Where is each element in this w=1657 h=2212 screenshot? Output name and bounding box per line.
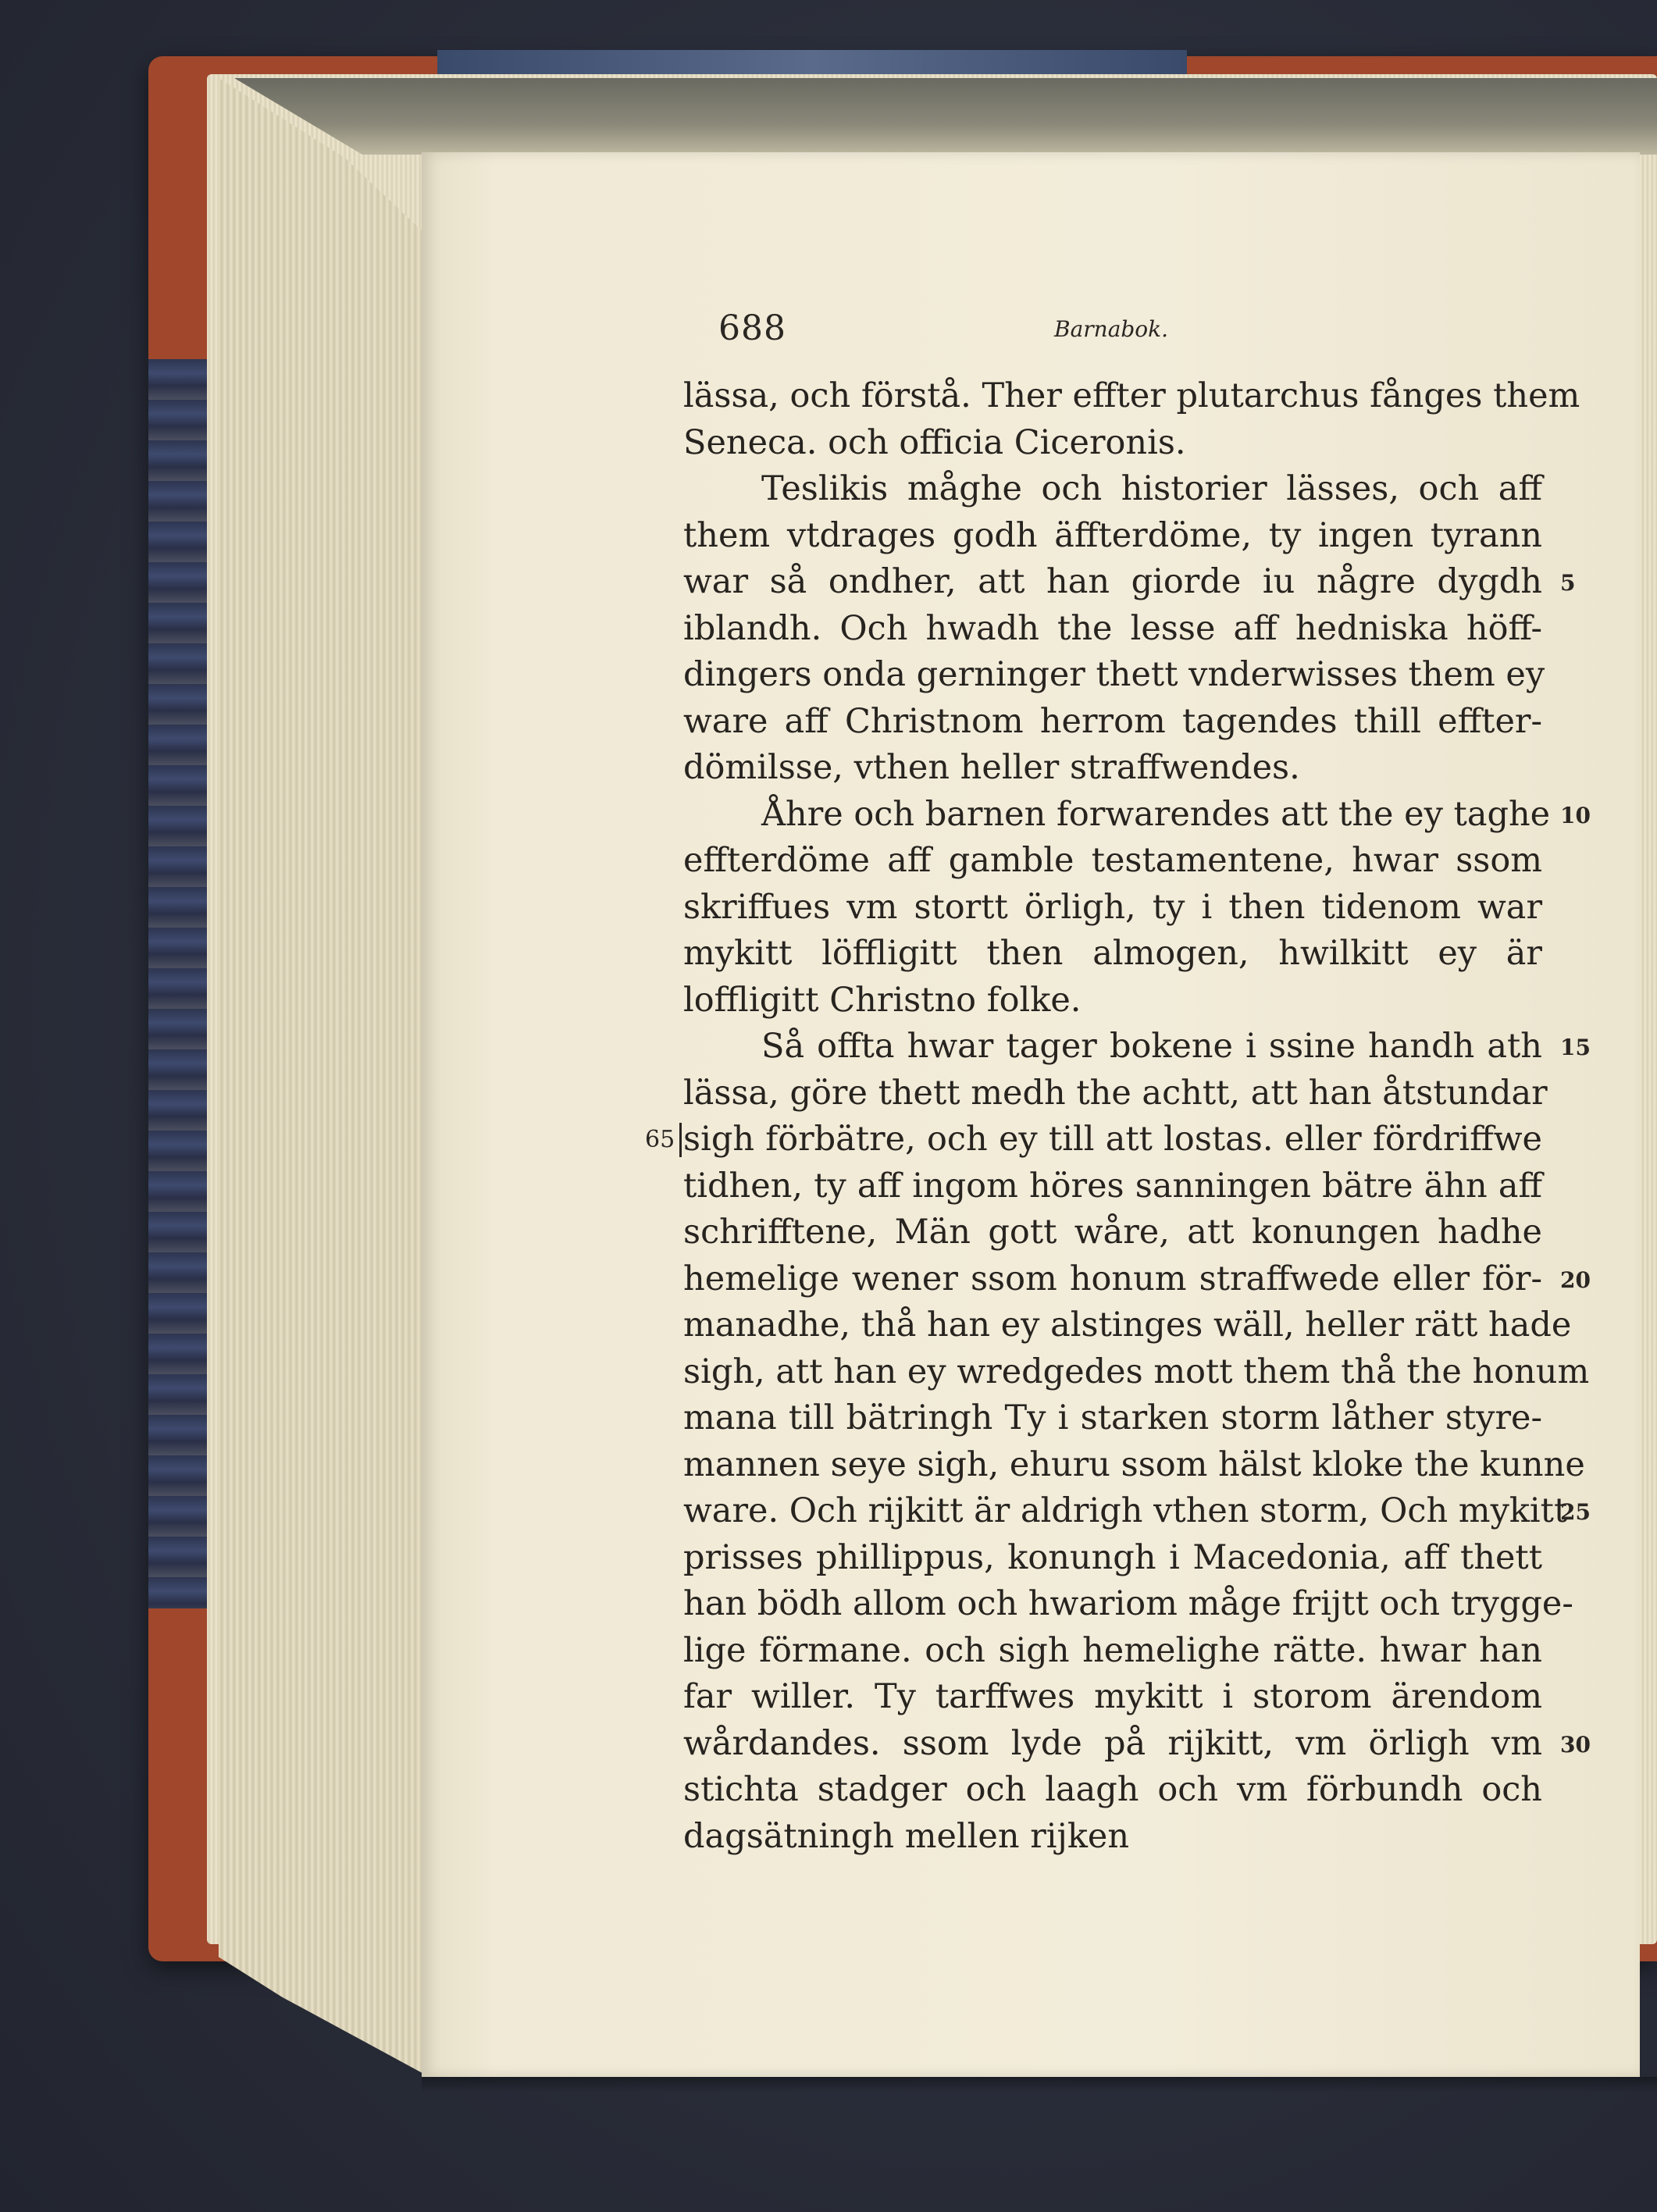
running-head: Barnabok. (1054, 316, 1169, 342)
margin-line-number: 20 (1560, 1266, 1591, 1293)
text-line: stichta stadger och laagh och vm förbundh och (683, 1770, 1542, 1809)
text-line: war så ondher, att han giorde iu någre dygdh (683, 562, 1542, 601)
book-spine (148, 359, 211, 1608)
text-line: effterdöme aff gamble testamentene, hwar ssom (683, 841, 1542, 880)
text-line: Så offta hwar tager bokene i ssine handh ath (761, 1027, 1542, 1066)
left-margin-marker: 65 (645, 1126, 675, 1153)
text-line: Åhre och barnen forwarendes att the ey taghe (761, 794, 1551, 834)
text-line: schrifftene, Män gott wåre, att konungen hadhe (683, 1213, 1542, 1252)
margin-line-number: 15 (1560, 1035, 1591, 1060)
text-line: iblandh. Och hwadh the lesse aff hedniska höff- (683, 608, 1542, 648)
text-line: sigh förbätre, och ey till att lostas. eller fördriffwe (683, 1120, 1542, 1159)
text-line: dagsätningh mellen rijken (683, 1816, 1130, 1856)
text-line: han bödh allom och hwariom måge frijtt och trygge- (683, 1584, 1573, 1623)
margin-line-number: 25 (1560, 1499, 1591, 1525)
text-line: ware. Och rijkitt är aldrigh vthen storm, Och mykitt (683, 1491, 1568, 1530)
text-line: sigh, att han ey wredgedes mott them thå the honum (683, 1352, 1590, 1391)
text-line: manadhe, thå han ey alstinges wäll, heller rätt hade (683, 1305, 1572, 1345)
page-stack-top (234, 78, 1657, 155)
text-line: lässa, och förstå. Ther effter plutarchus fånges them (683, 376, 1580, 415)
text-line: mannen seye sigh, ehuru ssom hälst kloke the kunne (683, 1444, 1585, 1484)
text-line: dingers onda gerninger thett vnderwisses them ey (683, 655, 1545, 694)
margin-line-number: 30 (1560, 1731, 1591, 1758)
text-line: mykitt löffligitt then almogen, hwilkitt ey är (683, 934, 1542, 973)
text-line: wårdandes. ssom lyde på rijkitt, vm örligh vm (683, 1723, 1542, 1763)
text-line: skriffues vm stortt örligh, ty i then tidenom war (683, 887, 1542, 927)
text-line: prisses phillippus, konungh i Macedonia, aff thett (683, 1537, 1542, 1577)
left-margin-bar (679, 1123, 682, 1157)
text-line: far willer. Ty tarffwes mykitt i storom ärendom (683, 1677, 1542, 1716)
text-line: lässa, göre thett medh the achtt, att han åtstundar (683, 1073, 1548, 1113)
text-line: loffligitt Christno folke. (683, 980, 1082, 1020)
text-line: Seneca. och officia Ciceronis. (683, 422, 1186, 462)
text-line: ware aff Christnom herrom tagendes thill effter- (683, 701, 1542, 741)
text-line: Teslikis måghe och historier lässes, och aff (761, 469, 1542, 508)
page-number: 688 (718, 308, 786, 348)
margin-line-number: 10 (1560, 802, 1591, 828)
margin-line-number: 5 (1560, 570, 1576, 596)
text-line: dömilsse, vthen heller straffwendes. (683, 748, 1300, 787)
text-line: hemelige wener ssom honum straffwede eller för- (683, 1259, 1542, 1298)
text-line: them vtdrages godh äffterdöme, ty ingen tyrann (683, 515, 1542, 555)
page-bottom-shadow (422, 2077, 1657, 2093)
text-line: lige förmane. och sigh hemelighe rätte. hwar han (683, 1630, 1542, 1670)
text-line: tidhen, ty aff ingom höres sanningen bätre ähn aff (683, 1166, 1542, 1206)
text-line: mana till bätringh Ty i starken storm låther styre- (683, 1398, 1542, 1437)
spine-top-band (437, 50, 1187, 75)
page-stack-left (219, 78, 429, 2077)
